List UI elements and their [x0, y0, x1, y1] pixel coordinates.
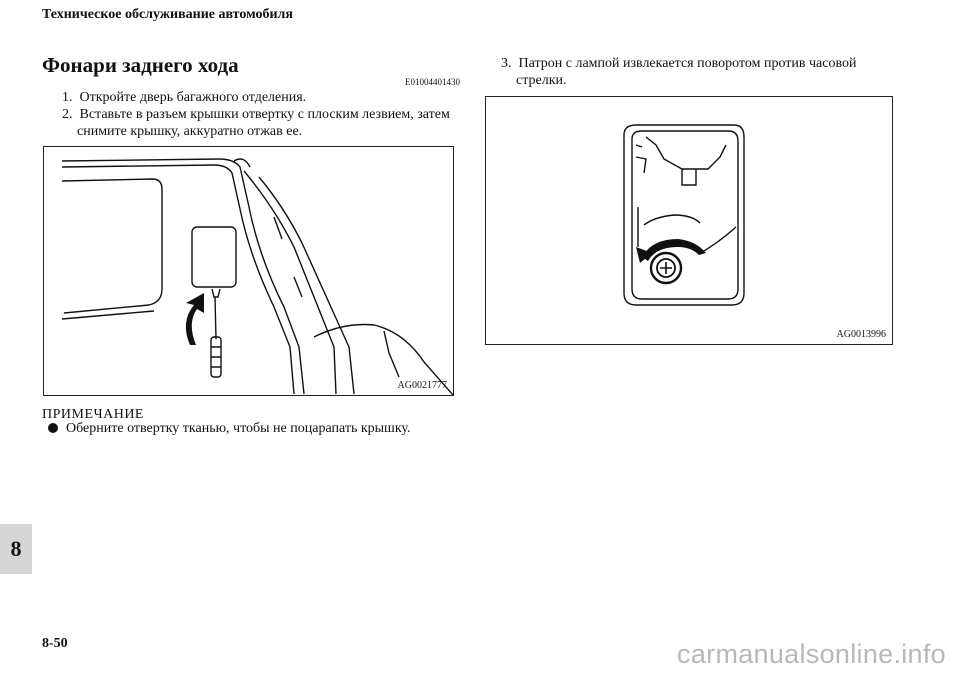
step-number: 2. — [62, 107, 73, 122]
step-number: 1. — [62, 90, 73, 105]
page-title: Фонари заднего хода — [42, 53, 239, 77]
figure-label: AG0013996 — [836, 329, 886, 340]
chapter-tab — [0, 524, 32, 574]
step-1 — [62, 89, 306, 106]
step-text: Вставьте в разъем крышки отвертку с плоским лезвием, затем — [79, 107, 450, 122]
step-2 — [62, 106, 450, 123]
arrow-up-icon — [186, 293, 204, 345]
note-item — [48, 421, 411, 437]
note-text: Оберните отвертку тканью, чтобы не поцарапать крышку. — [66, 421, 411, 436]
figure-screwdriver-cover — [43, 146, 454, 396]
step-2-continued: снимите крышку, аккуратно отжав ее. — [77, 124, 303, 139]
step-3 — [501, 55, 856, 72]
watermark: carmanualsonline.info — [677, 639, 946, 669]
step-number: 3. — [501, 56, 512, 71]
illustration-lamp-housing — [486, 97, 892, 344]
page-number: 8-50 — [42, 636, 68, 651]
figure-lamp-socket — [485, 96, 893, 345]
step-text: Патрон с лампой извлекается поворотом против часовой — [518, 56, 857, 71]
section-header: Техническое обслуживание автомобиля — [42, 7, 293, 22]
illustration-tailgate — [44, 147, 453, 395]
step-text: Откройте дверь багажного отделения. — [79, 90, 307, 105]
section-code: E01004401430 — [405, 77, 460, 87]
figure-label: AG0021777 — [397, 380, 447, 391]
bullet-icon — [48, 423, 58, 433]
step-3-continued: стрелки. — [516, 73, 567, 88]
chapter-number: 8 — [10, 536, 22, 561]
note-title: ПРИМЕЧАНИЕ — [42, 407, 144, 422]
